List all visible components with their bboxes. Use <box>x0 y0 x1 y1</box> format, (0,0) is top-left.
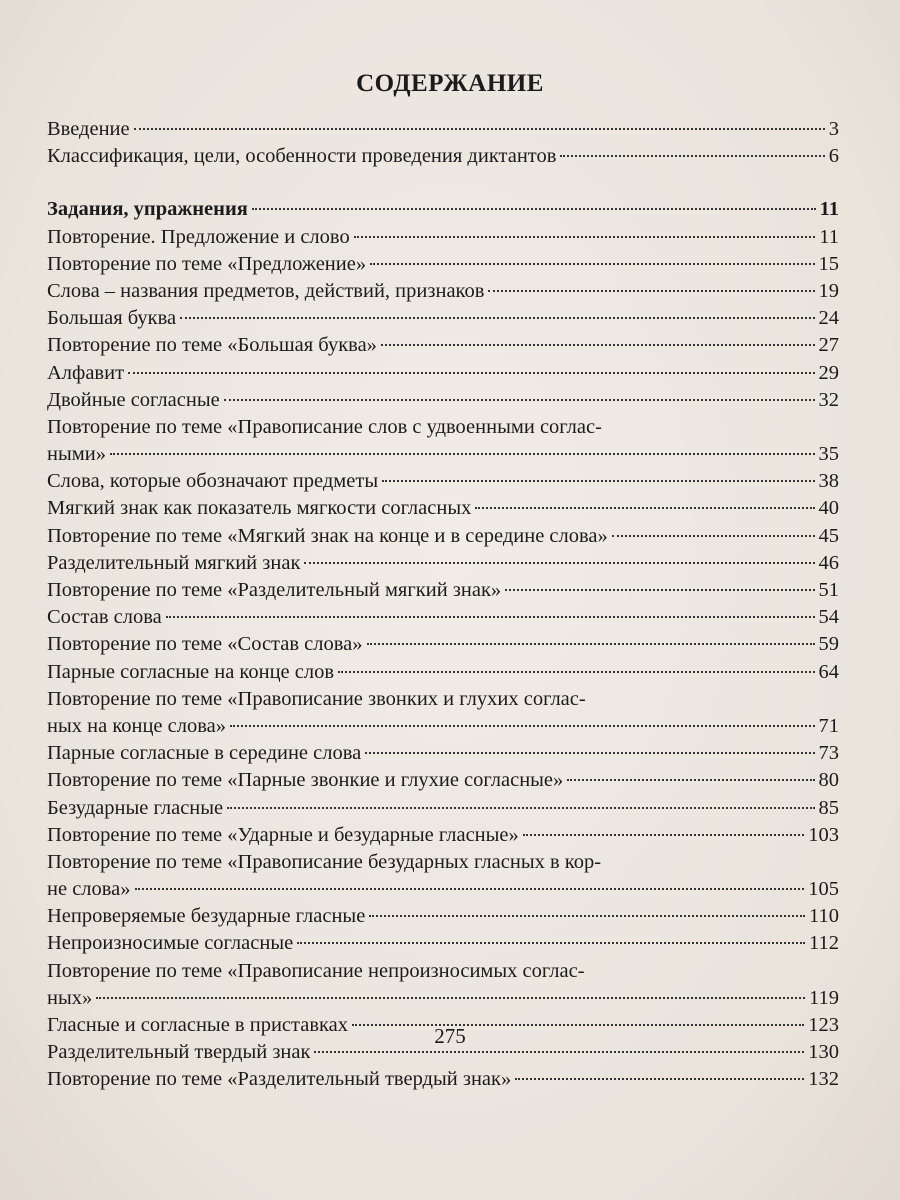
toc-entry <box>47 468 839 495</box>
dot-leader <box>369 915 805 917</box>
toc-entry <box>47 903 839 930</box>
dot-leader <box>227 807 814 809</box>
dot-leader <box>96 997 805 999</box>
toc-entry-title: Повторение по теме «Большая буква» <box>47 334 377 357</box>
toc-entry-title: Повторение по теме «Мягкий знак на конце и в середине слова» <box>47 524 608 547</box>
toc-entry <box>47 550 839 577</box>
toc-entry-page: 73 <box>818 742 839 765</box>
dot-leader <box>134 128 825 130</box>
toc-entry-title: Повторение по теме «Парные звонкие и глухие согласные» <box>47 769 564 792</box>
dot-leader <box>230 725 815 727</box>
toc-entry-page: 15 <box>818 252 839 275</box>
dot-leader <box>180 317 814 319</box>
toc-entry-title: Повторение по теме «Состав слова» <box>47 633 363 656</box>
toc-entry <box>47 523 839 550</box>
dot-leader <box>567 779 814 781</box>
toc-entry-title: ными» <box>47 443 106 466</box>
toc-entry-title: Непроизносимые согласные <box>47 932 294 955</box>
toc-entry-page: 3 <box>828 118 839 140</box>
toc-entry-title: ных» <box>47 986 93 1009</box>
toc-entry <box>47 305 839 332</box>
toc-entry <box>47 360 839 387</box>
toc-entry-page: 110 <box>809 905 839 928</box>
toc-entry <box>47 876 839 903</box>
toc-entry-title: Безударные гласные <box>47 796 224 819</box>
toc-entry <box>47 332 839 359</box>
toc-entry-title: Слова, которые обозначают предметы <box>47 470 379 493</box>
dot-leader <box>367 643 815 645</box>
toc-entry-title: Состав слова <box>47 606 162 629</box>
section-gap <box>47 170 839 196</box>
toc-entry <box>47 713 839 740</box>
toc-entry <box>47 387 839 414</box>
toc-entry-line: Повторение по теме «Правописание непроизносимых соглас- <box>47 959 585 982</box>
toc-entry-page: 19 <box>818 279 839 302</box>
dot-leader <box>338 671 814 673</box>
toc-entry-title: не слова» <box>47 878 131 901</box>
toc-entry-page: 105 <box>808 878 839 901</box>
toc-entry <box>47 196 839 223</box>
toc-entry-page: 51 <box>818 579 839 601</box>
dot-leader <box>166 616 815 618</box>
toc-entry-page: 132 <box>808 1068 839 1091</box>
dot-leader <box>560 155 824 157</box>
toc-entry-title: Повторение по теме «Разделительный мягкий знак» <box>47 579 502 601</box>
toc-entry-page: 130 <box>808 1041 839 1064</box>
page-title: СОДЕРЖАНИЕ <box>356 70 544 97</box>
toc-entry-page: 45 <box>818 524 839 547</box>
toc-entry-page: 64 <box>818 660 839 683</box>
toc-entry-page: 6 <box>828 145 839 168</box>
toc-entry-line: Повторение по теме «Правописание звонких и глухих соглас- <box>47 687 586 710</box>
dot-leader <box>224 399 815 401</box>
dot-leader <box>128 372 814 374</box>
dot-leader <box>365 752 814 754</box>
toc-entry-title: Алфавит <box>47 361 125 384</box>
toc-entry-page: 112 <box>809 932 839 955</box>
toc-entry-title: Задания, упражнения <box>47 198 248 221</box>
toc-entry-page: 38 <box>818 470 839 493</box>
toc-entry <box>47 659 839 686</box>
toc-entry-title: Парные согласные на конце слов <box>47 660 335 683</box>
toc-entry-title: ных на конце слова» <box>47 714 226 737</box>
toc-entry-page: 85 <box>818 796 839 819</box>
toc-entry <box>47 985 839 1012</box>
dot-leader <box>475 507 814 509</box>
toc-entry-title: Непроверяемые безударные гласные <box>47 905 366 928</box>
dot-leader <box>381 344 815 346</box>
page-number: 275 <box>434 1024 466 1048</box>
toc-entry <box>47 116 839 143</box>
toc-entry <box>47 604 839 631</box>
dot-leader <box>523 834 804 836</box>
toc-entry-title: Введение <box>47 118 130 140</box>
dot-leader <box>110 453 815 455</box>
toc-entry-page: 103 <box>808 823 839 846</box>
toc-entry <box>47 930 839 957</box>
dot-leader <box>354 236 816 238</box>
toc-entry-title: Гласные и согласные в приставках <box>47 1014 348 1036</box>
dot-leader <box>612 535 815 537</box>
toc-entry-title: Повторение по теме «Ударные и безударные гласные» <box>47 823 519 846</box>
toc-entry <box>47 251 839 278</box>
toc-entry <box>47 822 839 849</box>
toc-entry-line: Повторение по теме «Правописание безударных гласных в кор- <box>47 850 602 873</box>
toc-entry-page: 11 <box>819 198 839 221</box>
toc-entry <box>47 224 839 251</box>
toc-entry <box>47 278 839 305</box>
toc-entry-page: 24 <box>818 307 839 330</box>
toc-entry-title: Повторение по теме «Разделительный твердый знак» <box>47 1068 512 1091</box>
toc-entry-page: 27 <box>818 334 839 357</box>
dot-leader <box>314 1051 804 1053</box>
toc-entry-page: 40 <box>818 497 839 520</box>
toc-entry <box>47 495 839 522</box>
toc-entry-page: 71 <box>818 714 839 737</box>
toc-entry-page: 119 <box>809 986 839 1009</box>
toc-entry-title: Повторение по теме «Предложение» <box>47 252 367 275</box>
toc-entry <box>47 631 839 658</box>
dot-leader <box>382 480 814 482</box>
toc-entry-title: Парные согласные в середине слова <box>47 742 362 765</box>
toc-entry <box>47 143 839 170</box>
dot-leader <box>505 589 814 591</box>
toc-entry-title: Мягкий знак как показатель мягкости согласных <box>47 497 472 520</box>
toc-entry-line: Повторение по теме «Правописание слов с удвоенными соглас- <box>47 415 602 438</box>
toc-entry <box>47 795 839 822</box>
toc-entry-page: 46 <box>818 551 839 574</box>
dot-leader <box>515 1078 804 1080</box>
dot-leader <box>135 888 805 890</box>
toc-entry-page: 29 <box>818 361 839 384</box>
toc-entry-title: Большая буква <box>47 307 177 330</box>
toc-entry <box>47 767 839 794</box>
toc-entry-page: 54 <box>818 606 839 629</box>
dot-leader <box>304 562 814 564</box>
toc-entry <box>47 577 839 604</box>
toc-entry-title: Разделительный мягкий знак <box>47 551 301 574</box>
dot-leader <box>370 263 814 265</box>
toc-entry <box>47 1066 839 1093</box>
toc-entry-title: Двойные согласные <box>47 388 220 411</box>
dot-leader <box>297 942 805 944</box>
toc-entry-title: Слова – названия предметов, действий, признаков <box>47 279 485 302</box>
toc-entry-page: 11 <box>819 225 839 248</box>
toc-entry-page: 32 <box>818 388 839 411</box>
toc-entry-title: Повторение. Предложение и слово <box>47 225 350 248</box>
toc-entry <box>47 441 839 468</box>
toc-entry-page: 123 <box>808 1014 839 1036</box>
toc-entry-page: 35 <box>818 443 839 466</box>
toc-entry-title: Классификация, цели, особенности проведения диктантов <box>47 145 557 168</box>
dot-leader <box>252 208 816 210</box>
toc-entry <box>47 740 839 767</box>
table-of-contents <box>47 116 839 1094</box>
toc-entry-title: Разделительный твердый знак <box>47 1041 311 1064</box>
toc-entry-page: 80 <box>818 769 839 792</box>
toc-entry-page: 59 <box>818 633 839 656</box>
dot-leader <box>488 290 814 292</box>
